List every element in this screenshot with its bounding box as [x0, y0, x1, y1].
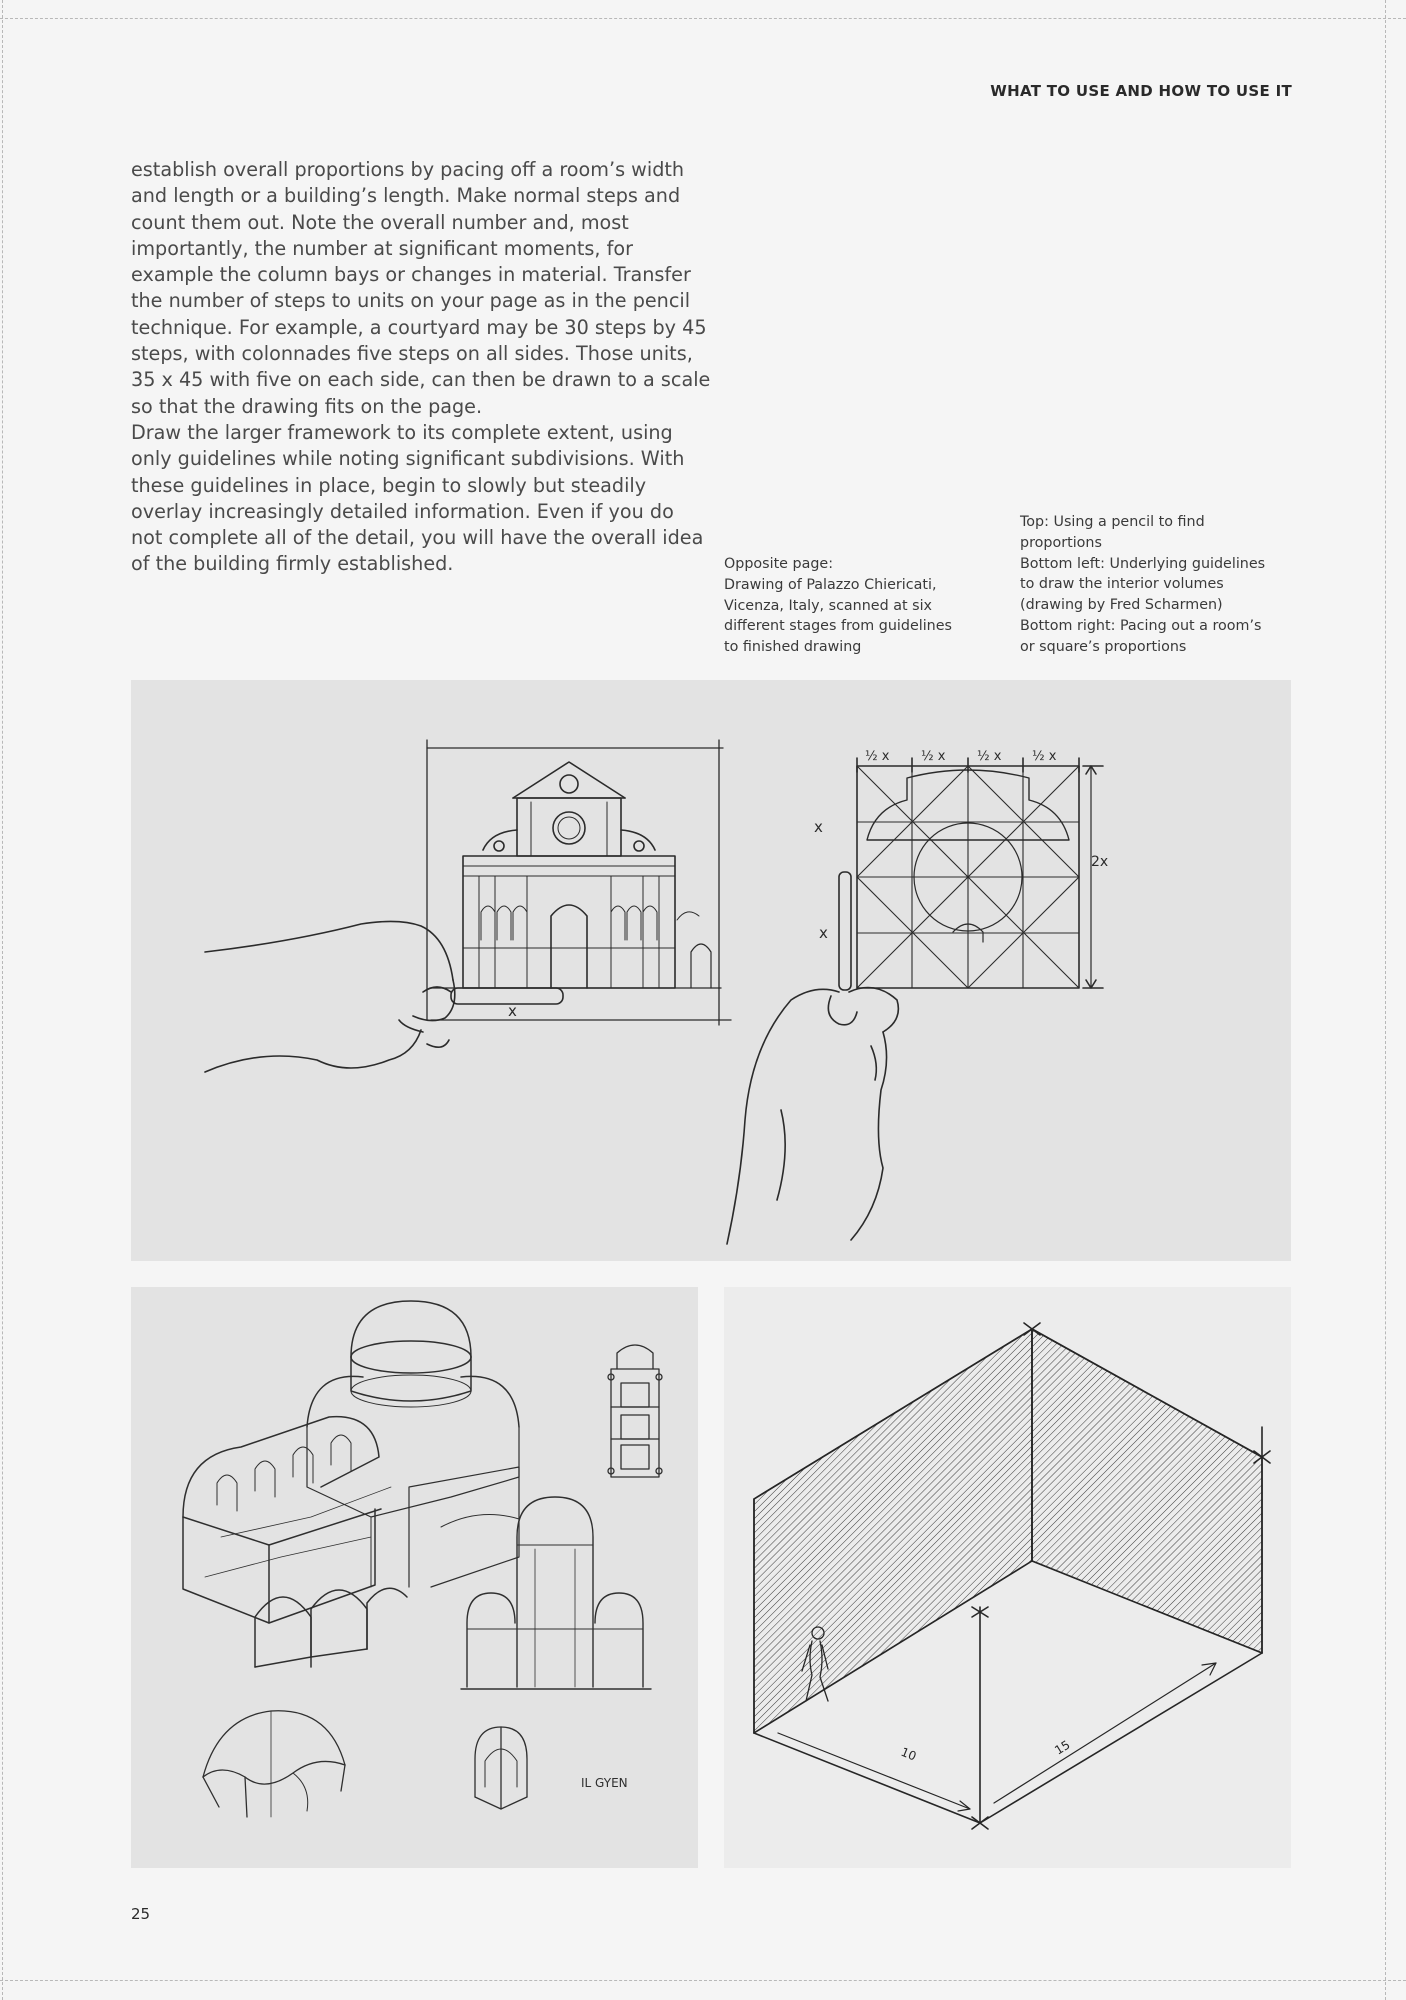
x-label: x — [819, 924, 828, 942]
caption-line: Bottom right: Pacing out a room’s — [1020, 617, 1262, 634]
caption-line: Vicenza, Italy, scanned at six — [724, 597, 933, 614]
body-text — [131, 157, 711, 578]
half-x-label: ½ x — [921, 749, 946, 764]
running-head: WHAT TO USE AND HOW TO USE IT — [990, 82, 1292, 100]
dimension-label-10: 10 — [898, 1744, 919, 1764]
caption-line: different stages from guidelines — [724, 618, 952, 635]
signature: IL GYEN — [581, 1776, 628, 1790]
interior-volumes-sketch — [131, 1287, 698, 1868]
caption-line: Opposite page: — [724, 556, 834, 572]
caption-line: to finished drawing — [724, 639, 862, 656]
figure-interior-volumes — [131, 1287, 698, 1868]
vault-drawing — [475, 1727, 527, 1809]
proportion-grid-drawing — [814, 749, 1108, 988]
trim-line-top — [0, 18, 1406, 19]
pencil-proportions-sketch — [131, 680, 1291, 1261]
pacing-room-sketch — [724, 1287, 1291, 1868]
two-x-label: 2x — [1091, 854, 1109, 870]
caption-line: proportions — [1020, 534, 1102, 551]
caption-line: Top: Using a pencil to find — [1020, 514, 1205, 530]
page-number: 25 — [131, 1905, 151, 1923]
caption-line: to draw the interior volumes — [1020, 576, 1224, 593]
half-x-label: ½ x — [1032, 749, 1057, 764]
left-hand-drawing — [205, 921, 563, 1072]
trim-line-left — [2, 0, 3, 2000]
half-x-label: ½ x — [977, 749, 1002, 764]
dimension-label-15: 15 — [1052, 1737, 1073, 1758]
trim-line-bottom — [0, 1980, 1406, 1981]
dome-drawing — [203, 1711, 345, 1817]
room-drawing — [754, 1323, 1270, 1829]
trim-line-right — [1385, 0, 1386, 2000]
caption-line: Drawing of Palazzo Chiericati, — [724, 576, 937, 593]
caption-opposite-page — [724, 554, 952, 658]
caption-figures — [1020, 512, 1265, 658]
elevation-drawing — [461, 1497, 651, 1689]
figure-pacing-room — [724, 1287, 1291, 1868]
facade-drawing — [427, 740, 731, 1025]
right-hand-drawing — [727, 872, 898, 1244]
figure-pencil-proportions — [131, 680, 1291, 1261]
caption-line: Bottom left: Underlying guidelines — [1020, 555, 1266, 572]
caption-line: or square’s proportions — [1020, 638, 1187, 655]
caption-line: (drawing by Fred Scharmen) — [1020, 597, 1223, 614]
paragraph-1: establish overall proportions by pacing off a room’s width and length or a building’s length. Make normal steps and count them out. Note the overall number and, most importantly, the number at significant moments, for example the column bays or changes in material. Transfer the number of steps to units on your page as in the pencil technique. For example, a courtyard may be 30 steps by 45 steps, with colonnades five steps on all sides. Those units, 35 x 45 with five on each side, can then be drawn to a scale so that the drawing fits on the page. — [131, 158, 711, 418]
plan-drawing — [608, 1345, 662, 1477]
x-label: x — [814, 818, 823, 836]
paragraph-2: Draw the larger framework to its complete extent, using only guidelines while noting significant subdivisions. With these guidelines in place, begin to slowly but steadily overlay increasingly detailed information. Even if you do not complete all of the detail, you will have the overall idea of the building firmly established. — [131, 420, 704, 576]
x-label: x — [508, 1002, 517, 1020]
half-x-label: ½ x — [865, 749, 890, 764]
